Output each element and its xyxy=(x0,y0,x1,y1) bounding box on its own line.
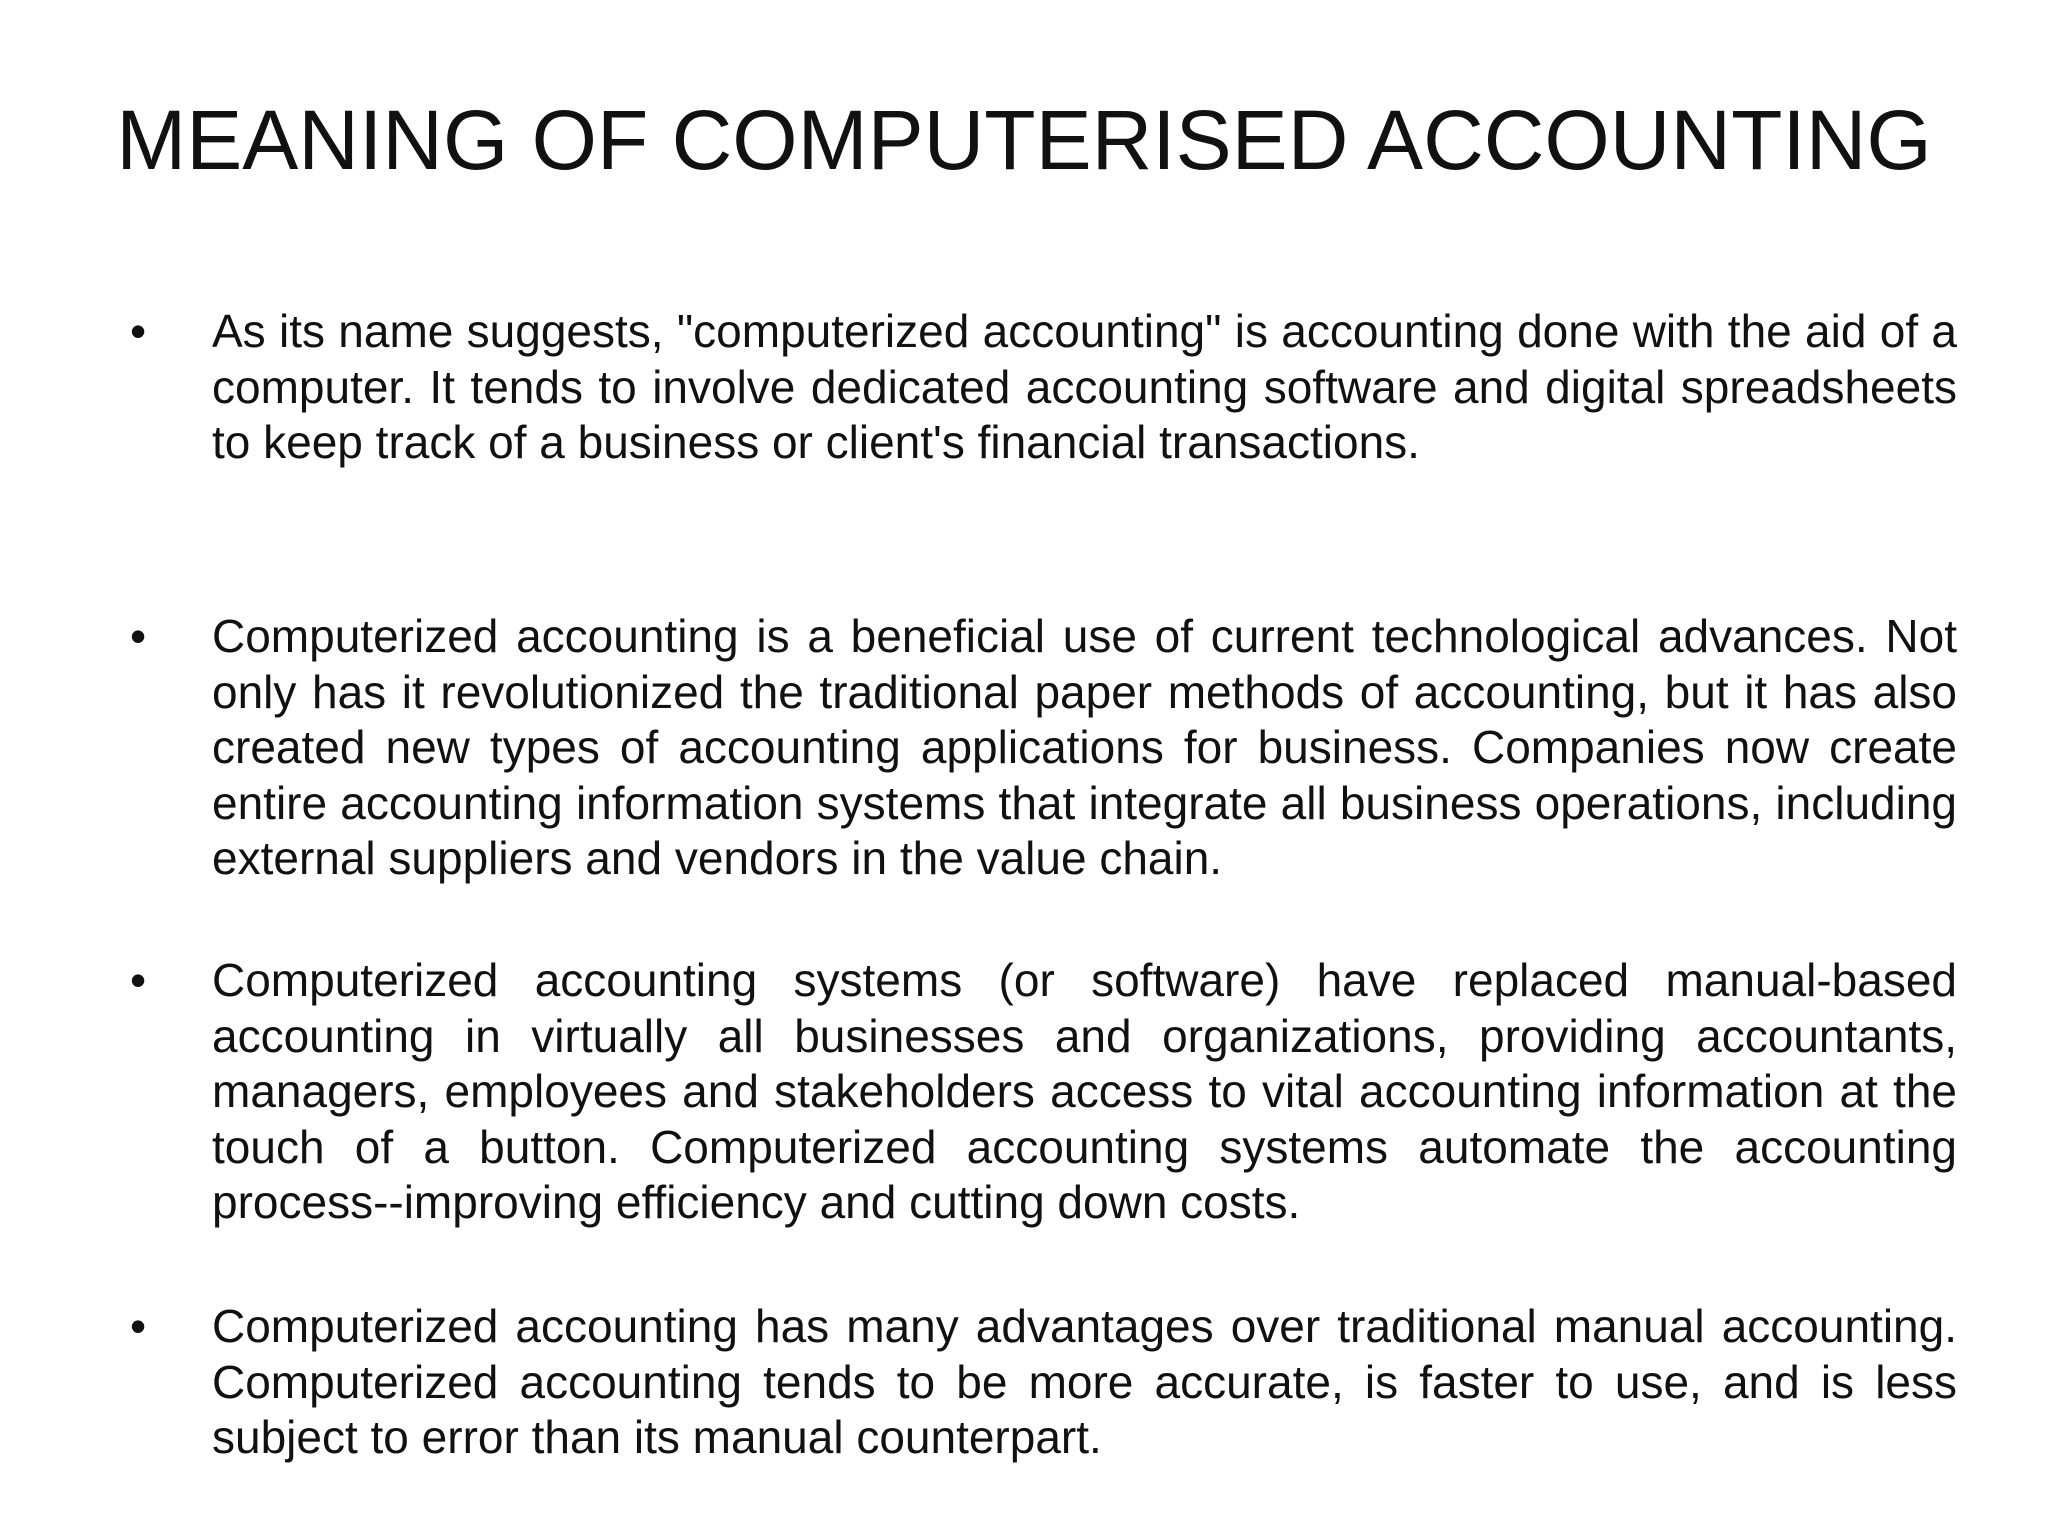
bullet-icon: • xyxy=(130,610,147,662)
bullet-text-3: Computerized accounting systems (or software) have replaced manual-based accounting in virtually all businesses and organizations, providing accountants, managers, employees and stakeholders access to vital accounting information at the touch of a button. Computerized accounting systems automate the accounting process--improving efficiency and cutting down costs. xyxy=(212,954,1957,1228)
bullet-text-2: Computerized accounting is a beneficial use of current technological advances. Not only has it revolutionized the traditional paper methods of accounting, but it has also created new types of accounting applications for business. Companies now create entire accounting information systems that integrate all business operations, including external suppliers and vendors in the value chain. xyxy=(212,610,1957,884)
slide-title: MEANING OF COMPUTERISED ACCOUNTING xyxy=(116,93,1932,187)
bullet-text-1: As its name suggests, "computerized accounting" is accounting done with the aid of a computer. It tends to involve dedicated accounting software and digital spreadsheets to keep track of a business or client's financial transactions. xyxy=(212,305,1957,468)
bullet-text-4: Computerized accounting has many advantages over traditional manual accounting. Computerized accounting tends to be more accurate, is faster to use, and is less subject to error than its manual counterpart. xyxy=(212,1300,1957,1463)
bullet-icon: • xyxy=(130,1300,147,1352)
bullet-icon: • xyxy=(130,305,147,357)
bullet-icon: • xyxy=(130,954,147,1006)
